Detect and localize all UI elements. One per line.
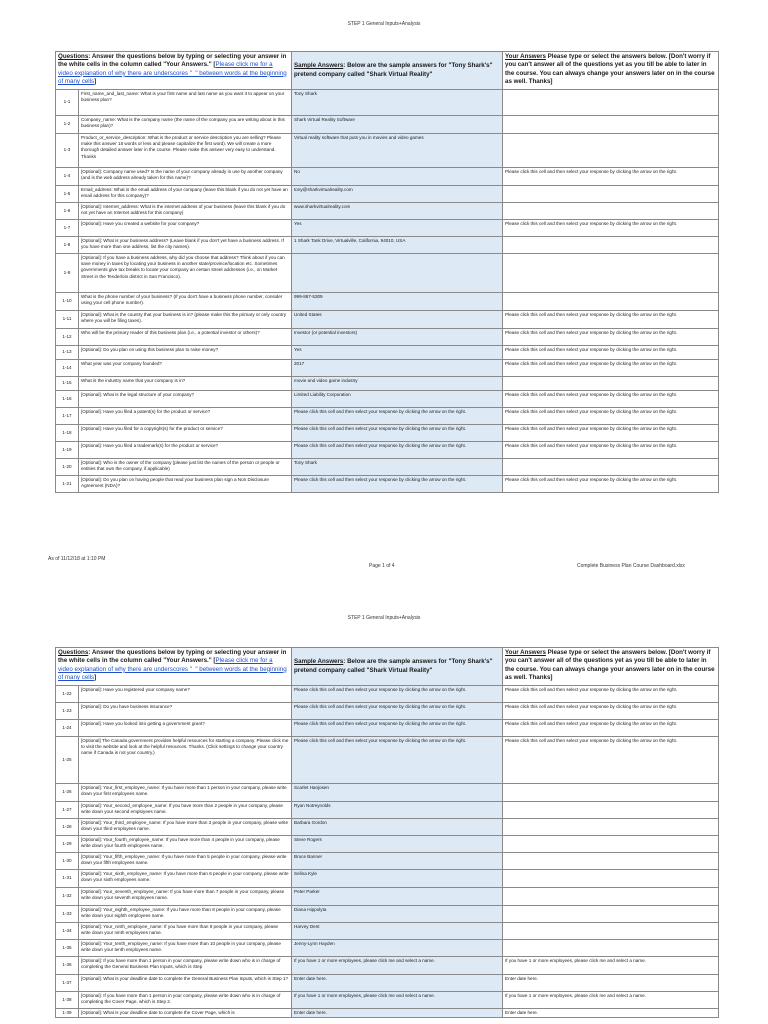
sample-answer-cell: movie and video game industry bbox=[292, 377, 503, 391]
your-answer-cell[interactable] bbox=[503, 888, 719, 906]
question-text: [Optional]: What is your deadline date to complete the Cover Page, which is bbox=[79, 1009, 292, 1018]
your-answer-cell[interactable]: Please click this cell and then select your response by clicking the arrow on the right. bbox=[503, 391, 719, 408]
question-text: [Optional]: If you have a business address, why did you choose that address? Think about if you can save money in taxes by locating your business in another state/province/location etc. Sometimes governments give tax breaks to locate your company an certain street addresses (i.e., on Market Street in the Tenderloin district in San Francisco). bbox=[79, 254, 292, 293]
your-answer-cell[interactable]: Please click this cell and then select your response by clicking the arrow on the right. bbox=[503, 476, 719, 493]
question-text: [Optional]: Your_fourth_employee_name: If you have more than 4 people in your company, please write down your fourth employees name. bbox=[79, 836, 292, 853]
question-number: 1-12 bbox=[56, 329, 79, 346]
question-text: Email_address: What is the email address of your company (leave this blank if you do not yet have an email address for this company)? bbox=[79, 186, 292, 203]
question-text: [Optional]: If you have more than 1 person in your company, please write down who is in charge of completing the General Business Plan Inputs, which is Step bbox=[79, 957, 292, 975]
table-row bbox=[56, 254, 719, 293]
table-row bbox=[56, 90, 719, 116]
your-answer-cell[interactable] bbox=[503, 134, 719, 168]
sample-answers-label: Sample Answers bbox=[294, 62, 344, 70]
your-answer-cell[interactable]: Enter date here. bbox=[503, 975, 719, 992]
table-row bbox=[56, 377, 719, 391]
table-row bbox=[56, 888, 719, 906]
question-text: [Optional]: Your_sixth_employee_name: If you have more than 6 people in your company, please write down your sixth employees name. bbox=[79, 870, 292, 888]
your-answer-cell[interactable] bbox=[503, 836, 719, 853]
question-number: 1-21 bbox=[56, 476, 79, 493]
sample-answer-cell: Ryan Notreynolds bbox=[292, 802, 503, 819]
question-text: [Optional]: Do you plan on having people that read your business plan sign a Non Disclosure Agreement (NDA)? bbox=[79, 476, 292, 493]
sample-answer-cell: Tony Shark bbox=[292, 459, 503, 476]
sample-answers-instructions: : Below are the sample answers for "Tony Shark's" pretend company called "Shark Virtual Reality" bbox=[294, 658, 493, 674]
your-answer-cell[interactable] bbox=[503, 906, 719, 923]
question-text: Product_or_service_description: What is the product or service description you are selling? Please make this answer 15 words or less and please capitalize the first word). We will create a more thorough detailed answer later in the course. Please make this answer very easy to understand. Thanks bbox=[79, 134, 292, 168]
your-answer-cell[interactable]: If you have 1 or more employees, please click me and select a name. bbox=[503, 957, 719, 975]
question-text: [Optional]: Your_fifth_employee_name: If you have more than 5 people in your company, please write down your fifth employees name. bbox=[79, 853, 292, 870]
question-number: 1-10 bbox=[56, 293, 79, 311]
question-text: [Optional]: Your_tenth_employee_name: If you have more than 10 people in your company, please write down your tenth employees name. bbox=[79, 940, 292, 957]
table-row bbox=[56, 408, 719, 425]
your-answer-cell[interactable]: Please click this cell and then select your response by clicking the arrow on the right. bbox=[503, 220, 719, 237]
question-number: 1-32 bbox=[56, 888, 79, 906]
sample-answer-cell: If you have 1 or more employees, please click me and select a name. bbox=[292, 992, 503, 1009]
question-number: 1-39 bbox=[56, 1009, 79, 1018]
your-answers-label: Your Answers bbox=[505, 649, 546, 656]
question-number: 1-23 bbox=[56, 703, 79, 720]
your-answer-cell[interactable] bbox=[503, 377, 719, 391]
column-header-row bbox=[56, 648, 719, 686]
table-row bbox=[56, 853, 719, 870]
sample-answers-label: Sample Answers bbox=[294, 658, 344, 666]
your-answer-cell[interactable]: Please click this cell and then select your response by clicking the arrow on the right. bbox=[503, 408, 719, 425]
question-number: 1-14 bbox=[56, 360, 79, 377]
question-number: 1-24 bbox=[56, 720, 79, 737]
table-row bbox=[56, 923, 719, 940]
table-row bbox=[56, 203, 719, 220]
question-text: [Optional]: What is your business address? (Leave blank if you don't yet have a business address. If you have more than one address, list the city names). bbox=[79, 237, 292, 254]
table-row bbox=[56, 802, 719, 819]
sample-answer-cell bbox=[292, 254, 503, 293]
table-row bbox=[56, 1009, 719, 1018]
question-text: [Optional]: Do you plan on using this business plan to raise money? bbox=[79, 346, 292, 360]
question-text: Who will be the primary reader of this business plan (i.e., a potential investor or others)? bbox=[79, 329, 292, 346]
video-explanation-link[interactable]: Please click me for a video explanation of why there are underscores "_" between words at the beginning of many cells bbox=[58, 61, 287, 86]
question-number: 1-34 bbox=[56, 923, 79, 940]
table-row bbox=[56, 134, 719, 168]
your-answer-cell[interactable]: Please click this cell and then select your response by clicking the arrow on the right. bbox=[503, 168, 719, 186]
question-number: 1-16 bbox=[56, 391, 79, 408]
sample-answer-cell: Bruce Banner bbox=[292, 853, 503, 870]
question-number: 1-1 bbox=[56, 90, 79, 116]
question-text: [Optional]: Your_eighth_employee_name: If you have more than 8 people in your company, please write down your eighth employees name. bbox=[79, 906, 292, 923]
sample-answer-cell: Enter date here. bbox=[292, 1009, 503, 1018]
your-answer-cell[interactable]: Please click this cell and then select your response by clicking the arrow on the right. bbox=[503, 311, 719, 329]
question-number: 1-13 bbox=[56, 346, 79, 360]
your-answer-cell[interactable] bbox=[503, 870, 719, 888]
table-row bbox=[56, 975, 719, 992]
table-row bbox=[56, 459, 719, 476]
table-row bbox=[56, 957, 719, 975]
sample-answer-cell: Yes bbox=[292, 220, 503, 237]
questions-bracket: ] bbox=[94, 674, 97, 682]
sample-answer-cell: Selina Kyle bbox=[292, 870, 503, 888]
sample-answer-cell: Limited Liability Corporation bbox=[292, 391, 503, 408]
inputs-table bbox=[55, 51, 719, 493]
your-answer-cell[interactable]: If you have 1 or more employees, please click me and select a name. bbox=[503, 992, 719, 1009]
page-header: STEP 1 General Inputs+Analysis bbox=[347, 615, 421, 621]
page-header: STEP 1 General Inputs+Analysis bbox=[347, 21, 421, 27]
column-header-row bbox=[56, 52, 719, 90]
table-row bbox=[56, 311, 719, 329]
table-row bbox=[56, 425, 719, 442]
question-number: 1-31 bbox=[56, 870, 79, 888]
question-text: What is the industry name that your company is in? bbox=[79, 377, 292, 391]
question-number: 1-22 bbox=[56, 686, 79, 703]
table-row bbox=[56, 237, 719, 254]
question-number: 1-29 bbox=[56, 836, 79, 853]
your-answer-cell[interactable] bbox=[503, 116, 719, 134]
question-number: 1-37 bbox=[56, 975, 79, 992]
question-text: [Optional]: Have you looked into getting a government grant? bbox=[79, 720, 292, 737]
your-answers-instructions: Please type or select the answers below. [Don't worry if you can't answer all of the questions yet as you till be able to later in the course. You can always change your answers later on in the course as well. Thanks] bbox=[505, 649, 715, 682]
question-text: [Optional]: Have you filed a patent(s) for the product or service? bbox=[79, 408, 292, 425]
question-number: 1-26 bbox=[56, 784, 79, 802]
question-number: 1-28 bbox=[56, 819, 79, 836]
question-text: [Optional]: Your_third_employee_name: If you have more than 3 people in your company, please write down your third employees name. bbox=[79, 819, 292, 836]
question-text: [Optional]: Company name used? Is the name of your company already in use by another company (and is the web address already taken for this name)? bbox=[79, 168, 292, 186]
questions-header bbox=[56, 52, 292, 90]
question-number: 1-9 bbox=[56, 254, 79, 293]
question-text: [Optional]: What is your deadline date to complete the General Business Plan Inputs, which is Step 1? bbox=[79, 975, 292, 992]
sample-answer-cell: Harvey Dent bbox=[292, 923, 503, 940]
sample-answers-instructions: : Below are the sample answers for "Tony Shark's" pretend company called "Shark Virtual Reality" bbox=[294, 62, 493, 78]
sample-answer-cell: United States bbox=[292, 311, 503, 329]
sample-answer-cell: Enter date here. bbox=[292, 975, 503, 992]
your-answer-cell[interactable] bbox=[503, 90, 719, 116]
table-row bbox=[56, 391, 719, 408]
sample-answer-cell: Shark Virtual Reality Software bbox=[292, 116, 503, 134]
question-number: 1-20 bbox=[56, 459, 79, 476]
your-answer-cell[interactable]: Please click this cell and then select your response by clicking the arrow on the right. bbox=[503, 703, 719, 720]
question-text: [Optional]: Have you created a website for your company? bbox=[79, 220, 292, 237]
sample-answer-cell: Yes bbox=[292, 346, 503, 360]
sample-answer-cell: Please click this cell and then select your response by clicking the arrow on the right. bbox=[292, 720, 503, 737]
sample-answers-header bbox=[292, 648, 503, 686]
question-number: 1-33 bbox=[56, 906, 79, 923]
your-answer-cell[interactable] bbox=[503, 819, 719, 836]
questions-header bbox=[56, 648, 292, 686]
table-row bbox=[56, 906, 719, 923]
question-number: 1-11 bbox=[56, 311, 79, 329]
table-row bbox=[56, 940, 719, 957]
question-text: First_name_and_last_name: What is your first name and last name as you want it to appear on your business plan? bbox=[79, 90, 292, 116]
your-answers-header bbox=[503, 648, 719, 686]
sample-answer-cell: If you have 1 or more employees, please click me and select a name. bbox=[292, 957, 503, 975]
table-row bbox=[56, 784, 719, 802]
questions-label: Questions bbox=[58, 649, 89, 656]
sample-answer-cell: Please click this cell and then select your response by clicking the arrow on the right. bbox=[292, 686, 503, 703]
sample-answer-cell: Barbara Gordon bbox=[292, 819, 503, 836]
your-answer-cell[interactable] bbox=[503, 459, 719, 476]
question-number: 1-38 bbox=[56, 992, 79, 1009]
your-answer-cell[interactable]: Enter date here. bbox=[503, 1009, 719, 1018]
question-text: What is the phone number of your business? (If you don't have a business phone number, consider using your cell phone number). bbox=[79, 293, 292, 311]
question-number: 1-2 bbox=[56, 116, 79, 134]
sample-answer-cell: Please click this cell and then select your response by clicking the arrow on the right. bbox=[292, 703, 503, 720]
table-row bbox=[56, 992, 719, 1009]
table-row bbox=[56, 686, 719, 703]
question-number: 1-19 bbox=[56, 442, 79, 459]
your-answer-cell[interactable]: Please click this cell and then select your response by clicking the arrow on the right. bbox=[503, 425, 719, 442]
your-answers-label: Your Answers bbox=[505, 53, 546, 60]
table-row bbox=[56, 186, 719, 203]
sample-answer-cell: Please click this cell and then select your response by clicking the arrow on the right. bbox=[292, 737, 503, 784]
sample-answer-cell: Diana Hippolyta bbox=[292, 906, 503, 923]
file-name: Complete Business Plan Course Dashboard.xlsx bbox=[577, 563, 685, 569]
question-text: Company_name: What is the company name (the name of the company you are writing about in this business plan)? bbox=[79, 116, 292, 134]
question-text: [Optional]: Have you registered your company name? bbox=[79, 686, 292, 703]
question-number: 1-7 bbox=[56, 220, 79, 237]
your-answer-cell[interactable] bbox=[503, 940, 719, 957]
question-text: [Optional]: Have you filed a trademark(s) for the product or service? bbox=[79, 442, 292, 459]
question-number: 1-36 bbox=[56, 957, 79, 975]
your-answer-cell[interactable] bbox=[503, 254, 719, 293]
question-number: 1-30 bbox=[56, 853, 79, 870]
question-text: [Optional]: Your_second_employee_name: If you have more than 2 people in your company, please write down your second employees name. bbox=[79, 802, 292, 819]
table-row bbox=[56, 720, 719, 737]
sample-answer-cell: Steve Rogers bbox=[292, 836, 503, 853]
your-answer-cell[interactable]: Please click this cell and then select your response by clicking the arrow on the right. bbox=[503, 442, 719, 459]
table-row bbox=[56, 703, 719, 720]
question-number: 1-5 bbox=[56, 186, 79, 203]
sample-answer-cell: Scarlet Hanjosen bbox=[292, 784, 503, 802]
sample-answer-cell: tony@sharkvirtualreality.com bbox=[292, 186, 503, 203]
question-text: [Optional]: Your_seventh_employee_name: If you have more than 7 people in your company, please write down your seventh employees name. bbox=[79, 888, 292, 906]
question-text: [Optional] The Canada government provides helpful resources for starting a company. Please click me to visit the website and look at the helpful resources. Thanks. (Click settings to change your country name if Canada is not your country.) bbox=[79, 737, 292, 784]
sample-answer-cell: Please click this cell and then select your response by clicking the arrow on the right. bbox=[292, 476, 503, 493]
sample-answer-cell: www.sharkvirtualreality.com bbox=[292, 203, 503, 220]
your-answer-cell[interactable] bbox=[503, 802, 719, 819]
page-number: Page 1 of 4 bbox=[369, 563, 395, 569]
your-answer-cell[interactable]: Please click this cell and then select your response by clicking the arrow on the right. bbox=[503, 686, 719, 703]
table-row bbox=[56, 346, 719, 360]
table-row bbox=[56, 836, 719, 853]
question-text: [Optional]: Who is the owner of the company (please just list the names of the person or people or entities that own the company, if applicable) bbox=[79, 459, 292, 476]
table-row bbox=[56, 293, 719, 311]
your-answer-cell[interactable]: Please click this cell and then select your response by clicking the arrow on the right. bbox=[503, 346, 719, 360]
your-answer-cell[interactable]: Please click this cell and then select your response by clicking the arrow on the right. bbox=[503, 737, 719, 784]
your-answer-cell[interactable] bbox=[503, 293, 719, 311]
sample-answer-cell: 999-867-5309 bbox=[292, 293, 503, 311]
sample-answer-cell: Tony Shark bbox=[292, 90, 503, 116]
your-answer-cell[interactable]: Please click this cell and then select your response by clicking the arrow on the right. bbox=[503, 720, 719, 737]
question-text: [Optional]: Internet_address: What is the internet address of your business (leave this blank if you do not yet have an Internet address for this company) bbox=[79, 203, 292, 220]
table-row bbox=[56, 870, 719, 888]
sample-answer-cell: No bbox=[292, 168, 503, 186]
question-text: What year was your company founded? bbox=[79, 360, 292, 377]
sample-answer-cell: Virtual reality software that puts you in movies and video games bbox=[292, 134, 503, 168]
your-answer-cell[interactable]: Please click this cell and then select your response by clicking the arrow on the right. bbox=[503, 329, 719, 346]
questions-label: Questions bbox=[58, 53, 89, 60]
table-row bbox=[56, 442, 719, 459]
your-answer-cell[interactable]: Please click this cell and then select your response by clicking the arrow on the right. bbox=[503, 360, 719, 377]
sample-answer-cell: Please click this cell and then select your response by clicking the arrow on the right. bbox=[292, 408, 503, 425]
questions-bracket: ] bbox=[94, 78, 97, 86]
question-number: 1-18 bbox=[56, 425, 79, 442]
question-number: 1-15 bbox=[56, 377, 79, 391]
question-text: [Optional]: What is the legal structure of your company? bbox=[79, 391, 292, 408]
your-answer-cell[interactable] bbox=[503, 237, 719, 254]
question-number: 1-35 bbox=[56, 940, 79, 957]
question-number: 1-27 bbox=[56, 802, 79, 819]
inputs-table bbox=[55, 647, 719, 1018]
sample-answer-cell: Please click this cell and then select your response by clicking the arrow on the right. bbox=[292, 442, 503, 459]
sample-answer-cell: Investor (or potential investors) bbox=[292, 329, 503, 346]
table-row bbox=[56, 168, 719, 186]
sample-answer-cell: Please click this cell and then select your response by clicking the arrow on the right. bbox=[292, 425, 503, 442]
table-row bbox=[56, 220, 719, 237]
sample-answers-header bbox=[292, 52, 503, 90]
table-row bbox=[56, 737, 719, 784]
table-row bbox=[56, 360, 719, 377]
question-text: [Optional]: Have you filed for a copyright(s) for the product or service? bbox=[79, 425, 292, 442]
video-explanation-link[interactable]: Please click me for a video explanation of why there are underscores "_" between words at the beginning of many cells bbox=[58, 657, 287, 682]
table-row bbox=[56, 116, 719, 134]
question-number: 1-25 bbox=[56, 737, 79, 784]
questions-instructions: : Answer the questions below by typing or selecting your answer in the white cells in the column called "Your Answers." [ bbox=[58, 53, 287, 69]
your-answer-cell[interactable] bbox=[503, 203, 719, 220]
print-date: As of 11/12/18 at 1:10 PM bbox=[48, 556, 106, 562]
questions-instructions: : Answer the questions below by typing or selecting your answer in the white cells in the column called "Your Answers." [ bbox=[58, 649, 287, 665]
sample-answer-cell: Jenny-Lynn Hayden bbox=[292, 940, 503, 957]
sample-answer-cell: Peter Parker bbox=[292, 888, 503, 906]
question-text: [Optional]: What is the country that your business is in? (please make this the primary or only country where you will be filing taxes). bbox=[79, 311, 292, 329]
question-number: 1-6 bbox=[56, 203, 79, 220]
your-answers-header bbox=[503, 52, 719, 90]
question-number: 1-17 bbox=[56, 408, 79, 425]
question-text: [Optional]: Your_ninth_employee_name: If you have more than 9 people in your company, please write down your ninth employees name. bbox=[79, 923, 292, 940]
table-row bbox=[56, 476, 719, 493]
question-text: [Optional]: Your_first_employee_name: If you have more than 1 person in your company, please write down your first employees name. bbox=[79, 784, 292, 802]
your-answer-cell[interactable] bbox=[503, 186, 719, 203]
question-number: 1-8 bbox=[56, 237, 79, 254]
question-number: 1-4 bbox=[56, 168, 79, 186]
your-answer-cell[interactable] bbox=[503, 853, 719, 870]
question-text: [Optional]: If you have more than 1 person in your company, please write down who is in charge of completing the Cover Page, which is Step 2. bbox=[79, 992, 292, 1009]
sample-answer-cell: 2017 bbox=[292, 360, 503, 377]
question-text: [Optional]: Do you have business insurance? bbox=[79, 703, 292, 720]
your-answers-instructions: Please type or select the answers below. [Don't worry if you can't answer all of the questions yet as you till be able to later in the course. You can always change your answers later on in the course as well. Thanks] bbox=[505, 53, 715, 86]
your-answer-cell[interactable] bbox=[503, 784, 719, 802]
table-row bbox=[56, 329, 719, 346]
your-answer-cell[interactable] bbox=[503, 923, 719, 940]
table-row bbox=[56, 819, 719, 836]
sample-answer-cell: 1 Shark Tank Drive, Virtualville, California, 94010, USA bbox=[292, 237, 503, 254]
question-number: 1-3 bbox=[56, 134, 79, 168]
